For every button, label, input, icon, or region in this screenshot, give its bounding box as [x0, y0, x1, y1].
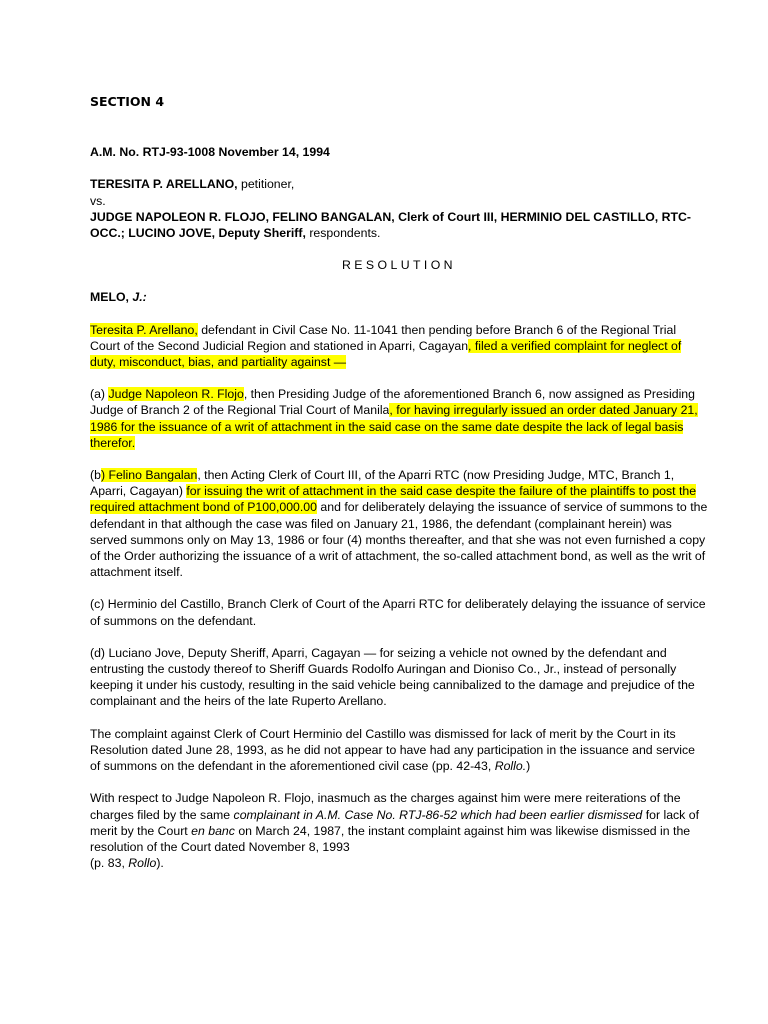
text-span: , then Presiding Judge of the aforementioned Branch 6, now assigned as Presiding Judge of Branch 2 of the Regional Trial Court of Manila [90, 387, 695, 418]
italic-reference: complainant in A.M. Case No. RTJ-86-52 which had been earlier dismissed [233, 807, 643, 822]
highlight-charges: , filed a verified complaint for neglect of duty, misconduct, bias, and partiality against — [90, 338, 682, 370]
rollo-citation: Rollo [128, 856, 157, 871]
text-span: on March 24, 1987, the instant complaint against him was likewise dismissed in the resolution of the Court dated November 8, 1993 [90, 823, 691, 854]
section-heading: SECTION 4 [90, 94, 165, 109]
text-span: With respect to Judge Napoleon R. Flojo, inasmuch as the charges against him were mere reiterations of the charges filed by the same [90, 791, 681, 822]
ponente [90, 289, 708, 305]
rollo-citation: Rollo. [494, 759, 527, 774]
paragraph-c: (c) Herminio del Castillo, Branch Clerk of Court of the Aparri RTC for deliberately delaying the issuance of service of summons on the defendant. [90, 597, 706, 628]
petitioner-role: petitioner, [237, 177, 295, 192]
respondents-names: JUDGE NAPOLEON R. FLOJO, FELINO BANGALAN, Clerk of Court III, HERMINIO DEL CASTILLO, RTC-OCC.; LUCINO JOVE, Deputy Sheriff, [90, 209, 691, 241]
text-span: , then Acting Clerk of Court III, of the Aparri RTC (now Presiding Judge, MTC, Branch 1, Aparri, Cagayan) [90, 468, 675, 499]
text-span: ). [156, 856, 164, 871]
paragraph-complaint [90, 322, 708, 371]
highlight-complainant: Teresita P. Arellano, [90, 322, 198, 337]
paragraph-b [90, 467, 708, 580]
highlight-writ: for issuing the writ of attachment in the said case despite the failure of the plaintiffs to post the required attachment bond of P100,000.00 [90, 484, 697, 515]
respondents-role: respondents. [305, 226, 381, 241]
text-span: (a) [90, 387, 109, 402]
text-span: (b [90, 468, 101, 483]
ponente-title: J.: [132, 290, 147, 305]
respondents-line [90, 209, 708, 241]
ponente-name: MELO, [90, 290, 133, 305]
italic-en-banc: en banc [191, 823, 235, 838]
paragraph-a [90, 386, 708, 451]
petitioner-line [90, 176, 708, 192]
paragraph-dismissal-flojo [90, 790, 708, 871]
highlight-clerk: ) Felino Bangalan [100, 468, 198, 483]
resolution-title: RESOLUTION [342, 258, 456, 273]
versus: vs. [90, 193, 106, 208]
text-span: The complaint against Clerk of Court Herminio del Castillo was dismissed for lack of merit by the Court in its Resolution dated June 28, 1993, as he did not appear to have had any participation in the issuance and service of summons on the defendant in the aforementioned civil case (pp. 42-43, [90, 726, 696, 774]
paragraph-dismissal-castillo [90, 726, 708, 775]
text-span: ) [526, 759, 531, 774]
petitioner-name: TERESITA P. ARELLANO, [90, 177, 238, 192]
text-span: defendant in Civil Case No. 11-1041 then pending before Branch 6 of the Regional Trial Court of the Second Judicial Region and stationed in Aparri, Cagayan [90, 322, 677, 353]
text-span: and for deliberately delaying the issuance of service of summons to the defendant in that although the case was filed on January 21, 1986, the defendant (complainant herein) was served summons only on May 13, 1986 or four (4) months thereafter, and that she was not even furnished a copy of the Order authorizing the issuance of a writ of attachment, the so-called attachment bond, as well as the writ of attachment itself. [90, 500, 708, 580]
paragraph-d: (d) Luciano Jove, Deputy Sheriff, Aparri, Cagayan — for seizing a vehicle not owned by the defendant and entrusting the custody thereof to Sheriff Guards Rodolfo Auringan and Dioniso Co., Jr., instead of personally keeping it under his custody, resulting in the said vehicle being cannibalized to the damage and prejudice of the complainant and the heirs of the late Ruperto Arellano. [90, 645, 695, 709]
highlight-judge: Judge Napoleon R. Flojo [108, 387, 244, 402]
case-number: A.M. No. RTJ-93-1008 November 14, 1994 [90, 145, 330, 160]
highlight-order: , for having irregularly issued an order dated January 21, 1986 for the issuance of a writ of attachment in the said case on the same date despite the lack of legal basis therefor. [90, 403, 698, 450]
text-span: (p. 83, [90, 856, 129, 871]
text-span: for lack of merit by the Court [90, 807, 700, 838]
